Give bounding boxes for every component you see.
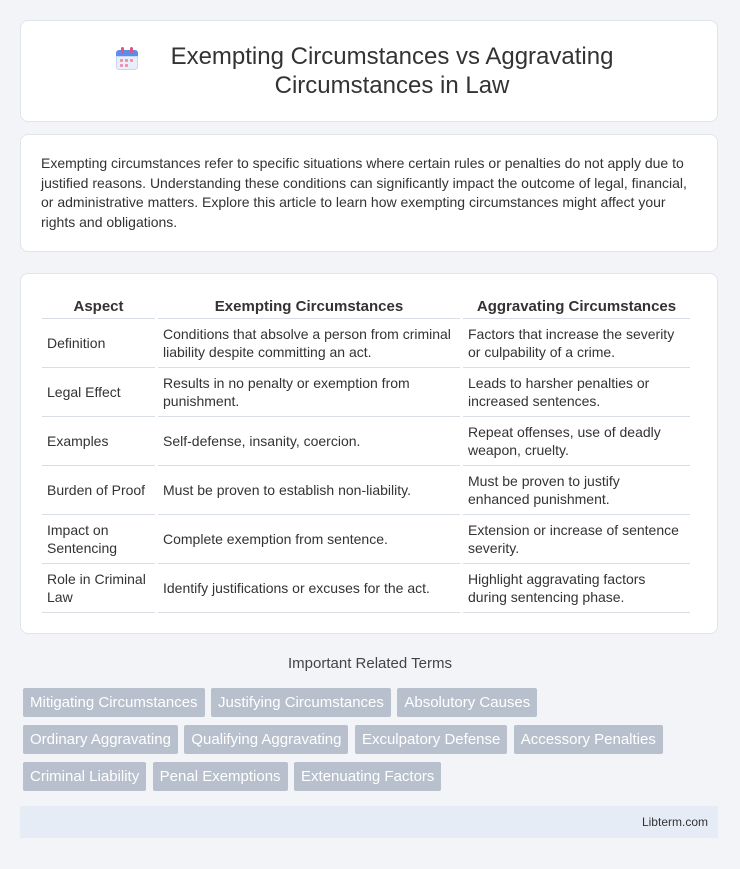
cell-aspect: Definition xyxy=(42,319,155,368)
cell-exempting: Self-defense, insanity, coercion. xyxy=(158,417,460,466)
cell-aggravating: Extension or increase of sentence severity. xyxy=(463,515,690,564)
related-terms-title: Important Related Terms xyxy=(288,655,452,672)
table-row xyxy=(42,564,690,613)
cell-aggravating: Highlight aggravating factors during sentencing phase. xyxy=(463,564,690,613)
footer-site-link[interactable]: Libterm.com xyxy=(641,815,708,829)
table-row xyxy=(42,466,690,515)
related-term-tag[interactable]: Justifying Circumstances xyxy=(211,688,391,717)
cell-aspect: Burden of Proof xyxy=(42,466,155,515)
header-exempting: Exempting Circumstances xyxy=(158,296,460,319)
related-term-tag[interactable]: Absolutory Causes xyxy=(397,688,537,717)
table-row xyxy=(42,368,690,417)
title-wrap xyxy=(116,42,622,100)
table-row xyxy=(42,319,690,368)
cell-aggravating: Factors that increase the severity or culpability of a crime. xyxy=(463,319,690,368)
table-row xyxy=(42,417,690,466)
intro-card xyxy=(20,134,718,252)
related-term-tag[interactable]: Exculpatory Defense xyxy=(355,725,507,754)
related-term-tag[interactable]: Qualifying Aggravating xyxy=(184,725,348,754)
comparison-card xyxy=(20,273,718,634)
calendar-icon xyxy=(116,47,138,71)
related-terms-list xyxy=(23,688,723,799)
intro-text: Exempting circumstances refer to specific situations where certain rules or penalties do not apply due to justified reasons. Understanding these conditions can significantly impact the outcome of legal, financial, or administrative matters. Explore this article to learn how exempting circumstances might affect your rights and obligations. xyxy=(41,155,687,230)
title-card xyxy=(20,20,718,122)
related-term-tag[interactable]: Ordinary Aggravating xyxy=(23,725,178,754)
cell-exempting: Identify justifications or excuses for the act. xyxy=(158,564,460,613)
footer xyxy=(20,806,718,838)
cell-exempting: Conditions that absolve a person from criminal liability despite committing an act. xyxy=(158,319,460,368)
cell-aggravating: Must be proven to justify enhanced punishment. xyxy=(463,466,690,515)
table-header-row xyxy=(42,296,690,319)
comparison-table xyxy=(39,296,693,613)
header-aggravating: Aggravating Circumstances xyxy=(463,296,690,319)
related-term-tag[interactable]: Extenuating Factors xyxy=(294,762,441,791)
cell-aggravating: Repeat offenses, use of deadly weapon, cruelty. xyxy=(463,417,690,466)
cell-exempting: Complete exemption from sentence. xyxy=(158,515,460,564)
related-term-tag[interactable]: Accessory Penalties xyxy=(514,725,663,754)
header-aspect: Aspect xyxy=(42,296,155,319)
page-title: Exempting Circumstances vs Aggravating Circumstances in Law xyxy=(170,43,614,99)
cell-aspect: Role in Criminal Law xyxy=(42,564,155,613)
related-term-tag[interactable]: Criminal Liability xyxy=(23,762,146,791)
cell-aggravating: Leads to harsher penalties or increased sentences. xyxy=(463,368,690,417)
cell-aspect: Legal Effect xyxy=(42,368,155,417)
cell-aspect: Examples xyxy=(42,417,155,466)
table-row xyxy=(42,515,690,564)
related-term-tag[interactable]: Mitigating Circumstances xyxy=(23,688,205,717)
cell-exempting: Results in no penalty or exemption from punishment. xyxy=(158,368,460,417)
related-term-tag[interactable]: Penal Exemptions xyxy=(153,762,288,791)
cell-aspect: Impact on Sentencing xyxy=(42,515,155,564)
cell-exempting: Must be proven to establish non-liability. xyxy=(158,466,460,515)
